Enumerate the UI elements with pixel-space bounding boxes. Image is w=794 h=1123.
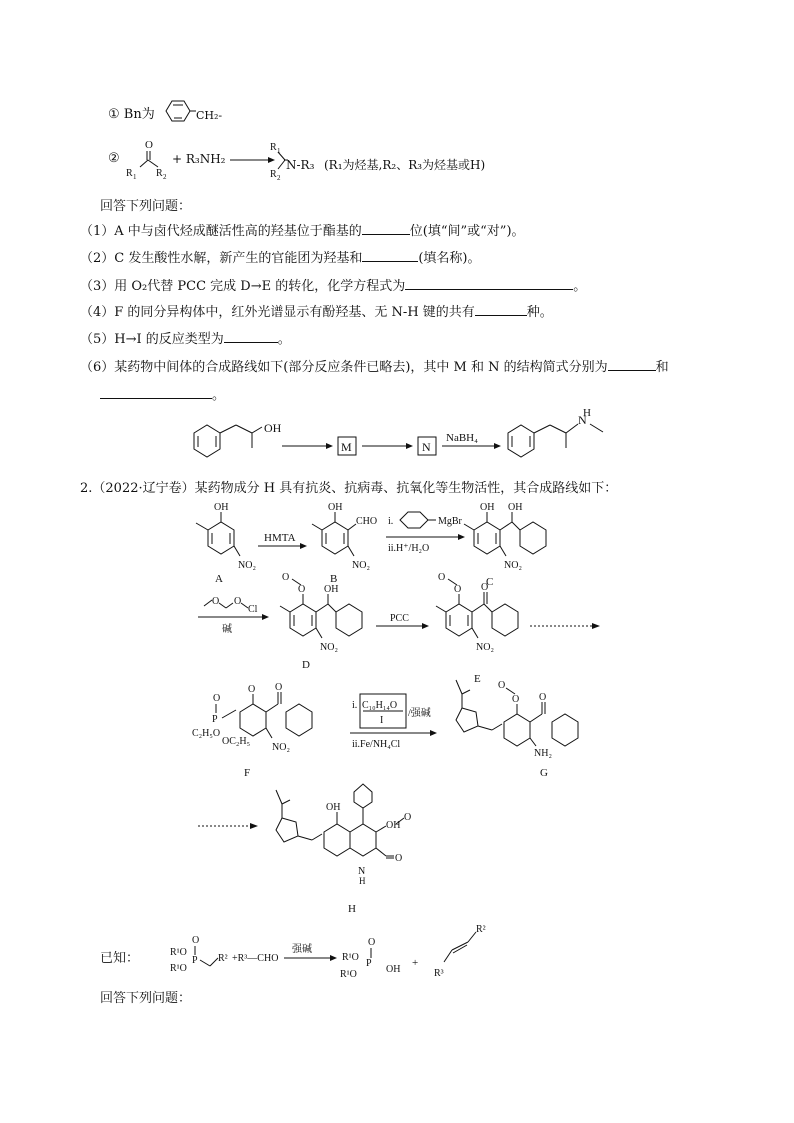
svg-text:H: H [359, 876, 366, 886]
svg-text:OH: OH [386, 820, 401, 831]
svg-text:O: O [213, 693, 221, 704]
q1-item-3: （3）用 O₂代替 PCC 完成 D→E 的转化，化学方程式为 。 [80, 279, 587, 294]
svg-text:D: D [302, 659, 310, 671]
svg-text:N: N [358, 866, 366, 877]
svg-text:E: E [474, 673, 481, 685]
known-item-2-prefix: ② [108, 151, 120, 166]
svg-text:i.: i. [352, 700, 358, 711]
svg-text:OH: OH [328, 502, 343, 513]
svg-text:CHO: CHO [356, 516, 378, 527]
svg-text:OH: OH [508, 502, 523, 513]
svg-text:2: 2 [277, 174, 281, 182]
svg-text:G: G [540, 767, 548, 779]
q1-item-6: （6）某药物中间体的合成路线如下(部分反应条件已略去)，其中 M 和 N 的结构简式分别为 和 [80, 360, 669, 375]
svg-text:R³: R³ [434, 968, 444, 979]
svg-text:H: H [583, 407, 591, 419]
svg-text:O: O [298, 584, 306, 595]
svg-text:P: P [212, 714, 218, 725]
svg-text:O: O [454, 584, 462, 595]
known-item-1: ① Bn为 [108, 107, 155, 122]
svg-text:O: O [404, 812, 412, 823]
q1-item-2: （2）C 发生酸性水解，新产生的官能团为羟基和 (填名称)。 [80, 251, 481, 266]
svg-text:R¹O: R¹O [340, 969, 357, 980]
q1-item-1: （1）A 中与卤代烃成醚活性高的羟基位于酯基的 位(填“间”或“对”)。 [80, 224, 525, 239]
svg-text:NaBH₄: NaBH₄ [446, 432, 478, 444]
svg-text:OH: OH [214, 502, 229, 513]
svg-text:N: N [422, 440, 431, 454]
known-item-2-note: (R₁为烃基,R₂、R₃为烃基或H) [324, 158, 486, 172]
svg-text:/强碱: /强碱 [408, 708, 431, 719]
svg-text:C₂H₅O: C₂H₅O [192, 728, 221, 739]
svg-text:OH: OH [326, 802, 341, 813]
svg-text:F: F [244, 767, 251, 779]
svg-text:强碱: 强碱 [292, 944, 312, 955]
svg-text:I: I [380, 715, 384, 726]
svg-text:O: O [438, 572, 446, 583]
svg-text:1: 1 [277, 147, 281, 155]
svg-text:OH: OH [386, 964, 401, 975]
known-item-2-product: N-R₃ [286, 158, 315, 172]
svg-text:H: H [348, 903, 356, 915]
svg-text:i.: i. [388, 516, 394, 527]
svg-text:O: O [539, 692, 547, 703]
svg-text:OH: OH [480, 502, 495, 513]
ketone-o: O [145, 139, 153, 151]
svg-text:R²: R² [476, 924, 486, 935]
svg-text:P: P [192, 955, 198, 966]
q1-item-5: （5）H→I 的反应类型为 。 [80, 332, 291, 347]
q1-intro: 回答下列问题： [100, 199, 192, 214]
q1-item-4: （4）F 的同分异构体中，红外光谱显示有酚羟基、无 N-H 键的共有 种。 [80, 305, 553, 320]
svg-text:ii.H⁺/H₂O: ii.H⁺/H₂O [388, 543, 430, 554]
known2-label: 已知： [100, 951, 140, 966]
svg-text:碱: 碱 [222, 624, 232, 635]
svg-text:R²: R² [218, 953, 228, 964]
svg-text:+R³—CHO: +R³—CHO [232, 953, 279, 964]
svg-text:N: N [578, 413, 587, 427]
svg-text:PCC: PCC [390, 613, 409, 624]
q1-item-6-cont: 。 [100, 386, 225, 405]
known-item-2-reagent: + R₃NH₂ [172, 152, 226, 166]
svg-text:R¹O: R¹O [170, 963, 187, 974]
svg-text:NO₂: NO₂ [238, 560, 256, 571]
svg-text:P: P [366, 958, 372, 969]
svg-text:R: R [126, 168, 133, 179]
svg-text:NH₂: NH₂ [534, 748, 552, 759]
svg-text:ii.Fe/NH₄Cl: ii.Fe/NH₄Cl [352, 739, 401, 750]
svg-text:O: O [212, 596, 220, 607]
svg-text:NO₂: NO₂ [272, 742, 290, 753]
svg-text:HMTA: HMTA [264, 532, 296, 544]
svg-text:NO₂: NO₂ [504, 560, 522, 571]
svg-text:MgBr: MgBr [438, 516, 462, 527]
svg-text:OH: OH [264, 421, 282, 435]
svg-text:+: + [412, 957, 419, 969]
svg-text:O: O [275, 682, 283, 693]
svg-text:O: O [248, 684, 256, 695]
svg-text:R¹O: R¹O [342, 952, 359, 963]
svg-text:R: R [270, 169, 277, 180]
svg-text:R: R [270, 142, 277, 153]
svg-text:C: C [486, 576, 494, 588]
svg-text:R: R [156, 168, 163, 179]
svg-text:NO₂: NO₂ [352, 560, 370, 571]
svg-text:O: O [498, 680, 506, 691]
svg-text:O: O [282, 572, 290, 583]
svg-text:O: O [512, 694, 520, 705]
svg-text:C₁₀H₁₄O: C₁₀H₁₄O [362, 700, 398, 711]
svg-text:OC₂H₅: OC₂H₅ [222, 736, 251, 747]
svg-text:A: A [215, 573, 223, 585]
svg-text:Cl: Cl [248, 604, 258, 615]
svg-text:2: 2 [163, 173, 167, 181]
svg-text:O: O [234, 596, 242, 607]
q2-intro: 回答下列问题： [100, 991, 192, 1006]
known-item-1-group: CH₂- [196, 109, 223, 122]
svg-text:NO₂: NO₂ [476, 642, 494, 653]
svg-text:B: B [330, 573, 338, 585]
svg-text:O: O [395, 853, 403, 864]
svg-text:O: O [192, 935, 200, 946]
svg-text:O: O [368, 937, 376, 948]
svg-text:M: M [341, 440, 352, 454]
svg-text:R¹O: R¹O [170, 947, 187, 958]
problem2-title: 2.（2022·辽宁卷）某药物成分 H 具有抗炎、抗病毒、抗氧化等生物活性，其合成路线如下： [80, 481, 618, 496]
svg-text:NO₂: NO₂ [320, 642, 338, 653]
svg-text:1: 1 [133, 173, 137, 181]
svg-text:O: O [481, 582, 489, 593]
svg-text:OH: OH [324, 584, 339, 595]
